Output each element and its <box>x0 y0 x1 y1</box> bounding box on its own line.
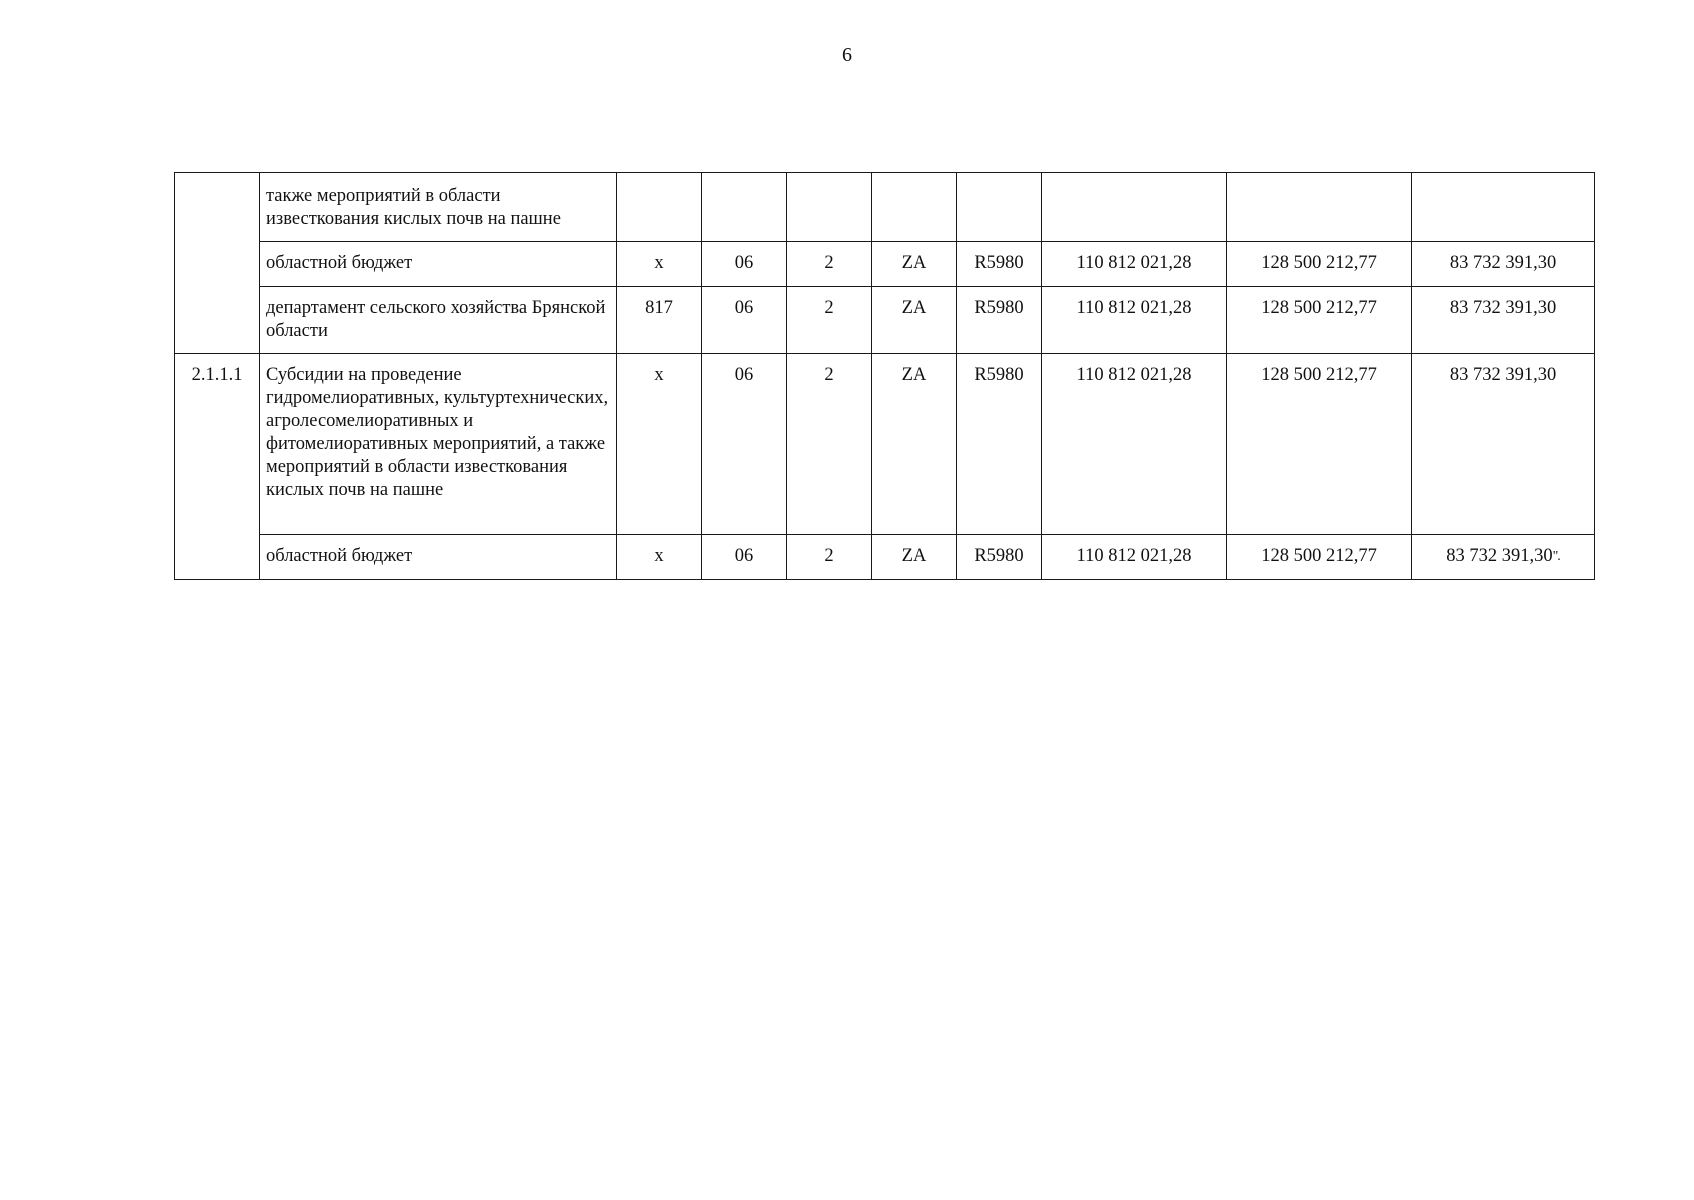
amount-year2-cell: 128 500 212,77 <box>1227 287 1412 354</box>
grbs-cell: 817 <box>617 287 702 354</box>
amount-year3-cell: 83 732 391,30 <box>1412 242 1595 287</box>
amount-year2-cell: 128 500 212,77 <box>1227 535 1412 580</box>
budget-table <box>174 172 1595 580</box>
amount-year1-cell: 110 812 021,28 <box>1042 287 1227 354</box>
direction-cell: R5980 <box>957 535 1042 580</box>
name-cell: областной бюджет <box>260 535 617 580</box>
direction-cell <box>957 173 1042 242</box>
direction-cell: R5980 <box>957 354 1042 535</box>
subprogram-cell <box>872 173 957 242</box>
row-number-cell <box>175 173 260 354</box>
section-cell: 06 <box>702 354 787 535</box>
subprogram-cell: ZA <box>872 287 957 354</box>
section-cell: 06 <box>702 535 787 580</box>
table-row <box>175 173 1595 242</box>
name-cell: областной бюджет <box>260 242 617 287</box>
section-cell <box>702 173 787 242</box>
closing-quote-mark: ". <box>1552 549 1560 564</box>
amount-year3-cell: 83 732 391,30 <box>1412 287 1595 354</box>
section-cell: 06 <box>702 287 787 354</box>
program-cell: 2 <box>787 354 872 535</box>
amount-year2-cell: 128 500 212,77 <box>1227 354 1412 535</box>
amount-year3-cell <box>1412 173 1595 242</box>
amount-year3-cell: 83 732 391,30 <box>1412 354 1595 535</box>
amount-value: 83 732 391,30 <box>1446 546 1553 566</box>
direction-cell: R5980 <box>957 287 1042 354</box>
grbs-cell <box>617 173 702 242</box>
section-cell: 06 <box>702 242 787 287</box>
table-row <box>175 287 1595 354</box>
subprogram-cell: ZA <box>872 242 957 287</box>
amount-year1-cell: 110 812 021,28 <box>1042 354 1227 535</box>
grbs-cell: х <box>617 354 702 535</box>
grbs-cell: х <box>617 535 702 580</box>
program-cell <box>787 173 872 242</box>
page-number: 6 <box>842 44 852 66</box>
program-cell: 2 <box>787 535 872 580</box>
amount-year1-cell: 110 812 021,28 <box>1042 535 1227 580</box>
amount-year1-cell: 110 812 021,28 <box>1042 242 1227 287</box>
name-cell: также мероприятий в области известкования кислых почв на пашне <box>260 173 617 242</box>
subprogram-cell: ZA <box>872 535 957 580</box>
row-number-cell: 2.1.1.1 <box>175 354 260 580</box>
table-row <box>175 354 1595 535</box>
subprogram-cell: ZA <box>872 354 957 535</box>
amount-year2-cell: 128 500 212,77 <box>1227 242 1412 287</box>
name-cell: Субсидии на проведение гидромелиоративных, культуртехнических, агролесомелиоративных и фитомелиоративных мероприятий, а также мероприятий в области известкования кислых почв на пашне <box>260 354 617 535</box>
amount-year1-cell <box>1042 173 1227 242</box>
amount-year2-cell <box>1227 173 1412 242</box>
table-row <box>175 242 1595 287</box>
program-cell: 2 <box>787 287 872 354</box>
table-row <box>175 535 1595 580</box>
name-cell: департамент сельского хозяйства Брянской области <box>260 287 617 354</box>
grbs-cell: х <box>617 242 702 287</box>
program-cell: 2 <box>787 242 872 287</box>
direction-cell: R5980 <box>957 242 1042 287</box>
amount-year3-cell <box>1412 535 1595 580</box>
